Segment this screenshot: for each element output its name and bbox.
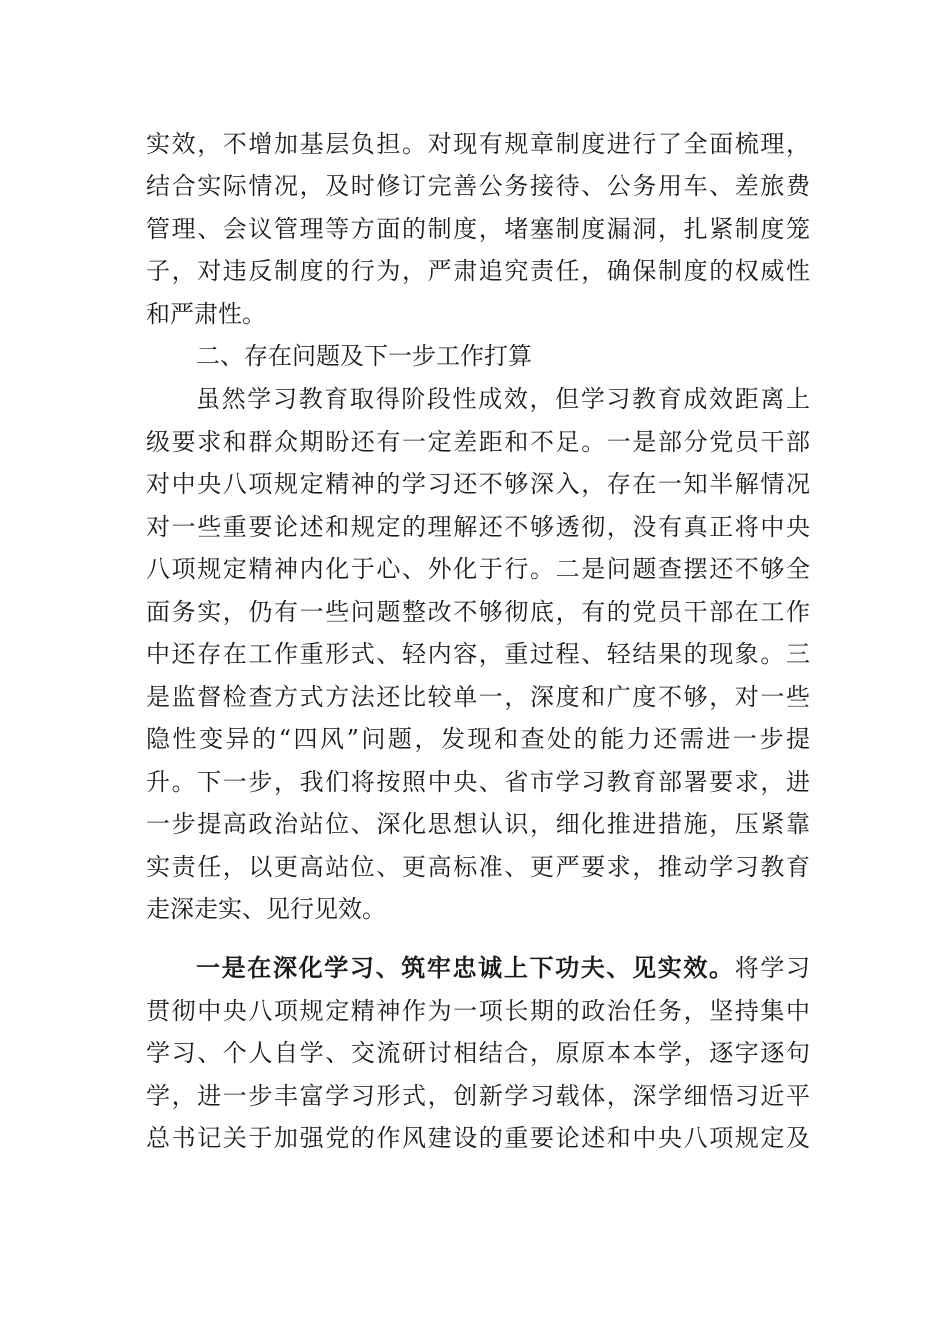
- paragraph-2-line-4: 对一些重要论述和规定的理解还不够透彻，没有真正将中央: [146, 513, 810, 541]
- paragraph-2-line-10: 升。下一步，我们将按照中央、省市学习教育部署要求，进: [146, 768, 810, 796]
- paragraph-1-line-4: 子，对违反制度的行为，严肃追究责任，确保制度的权威性: [146, 257, 810, 285]
- section-heading: 二、存在问题及下一步工作打算: [196, 342, 532, 370]
- paragraph-2-line-9: 隐性变异的“四风”问题，发现和查处的能力还需进一步提: [146, 725, 810, 753]
- paragraph-3-line-1: [196, 946, 810, 990]
- paragraph-1-line-1: 实效，不增加基层负担。对现有规章制度进行了全面梳理，: [146, 130, 810, 158]
- paragraph-2-line-1: 虽然学习教育取得阶段性成效，但学习教育成效距离上: [196, 385, 810, 413]
- paragraph-3-line-5: 总书记关于加强党的作风建设的重要论述和中央八项规定及: [146, 1124, 810, 1152]
- paragraph-2-line-5: 八项规定精神内化于心、外化于行。二是问题查摆还不够全: [146, 555, 810, 583]
- paragraph-3-bold-lead: 一是在深化学习、筑牢忠诚上下功夫、见实效。: [196, 953, 735, 982]
- paragraph-1-line-3: 管理、会议管理等方面的制度，堵塞制度漏洞，扎紧制度笼: [146, 215, 810, 243]
- paragraph-3-line-4: 学，进一步丰富学习形式，创新学习载体，深学细悟习近平: [146, 1082, 810, 1110]
- paragraph-2-line-12: 实责任，以更高站位、更高标准、更严要求，推动学习教育: [146, 853, 810, 881]
- paragraph-2-line-6: 面务实，仍有一些问题整改不够彻底，有的党员干部在工作: [146, 598, 810, 626]
- paragraph-1-line-2: 结合实际情况，及时修订完善公务接待、公务用车、差旅费: [146, 172, 810, 200]
- paragraph-3-line-1-rest: 将学习: [734, 954, 811, 982]
- paragraph-3-line-3: 学习、个人自学、交流研讨相结合，原原本本学，逐字逐句: [146, 1039, 810, 1067]
- paragraph-2-line-8: 是监督检查方式方法还比较单一，深度和广度不够，对一些: [146, 683, 810, 711]
- paragraph-2-line-7: 中还存在工作重形式、轻内容，重过程、轻结果的现象。三: [146, 640, 810, 668]
- paragraph-2-line-13: 走深走实、见行见效。: [146, 895, 386, 923]
- paragraph-3-line-2: 贯彻中央八项规定精神作为一项长期的政治任务，坚持集中: [146, 997, 810, 1025]
- paragraph-2-line-3: 对中央八项规定精神的学习还不够深入，存在一知半解情况: [146, 470, 810, 498]
- paragraph-2-line-11: 一步提高政治站位、深化思想认识，细化推进措施，压紧靠: [146, 810, 810, 838]
- paragraph-1-line-5: 和严肃性。: [146, 300, 266, 328]
- paragraph-2-line-2: 级要求和群众期盼还有一定差距和不足。一是部分党员干部: [146, 428, 810, 456]
